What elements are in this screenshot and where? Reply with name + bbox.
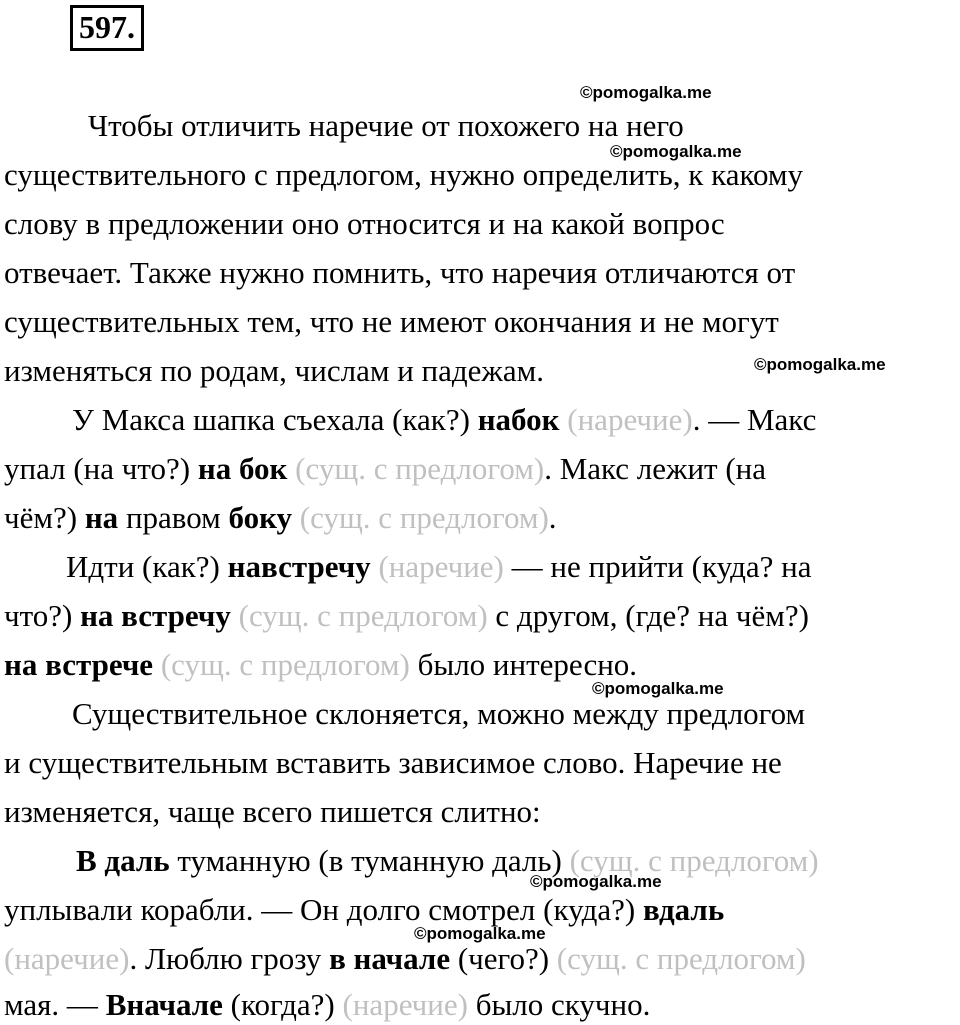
grammar-note: (наречие) bbox=[559, 402, 693, 437]
grammar-note: (сущ. с предлогом) bbox=[230, 598, 488, 633]
text: Идти (как?) bbox=[66, 549, 228, 584]
text-line: и существительным вставить зависимое слово. Наречие не bbox=[4, 745, 782, 780]
text: что?) bbox=[4, 598, 81, 633]
text-line: существительных тем, что не имеют окончания и не могут bbox=[4, 304, 779, 339]
text: У Макса шапка съехала (как?) bbox=[72, 402, 478, 437]
watermark: ©pomogalka.me bbox=[530, 872, 662, 891]
grammar-note: (сущ. с предлогом) bbox=[287, 451, 545, 486]
text: мая. — bbox=[4, 987, 106, 1022]
example-noun-phrase: на встречу bbox=[80, 598, 231, 633]
example-preposition: на bbox=[84, 500, 119, 535]
text-line: Чтобы отличить наречие от похожего на него bbox=[88, 108, 684, 143]
text: было интересно. bbox=[409, 647, 638, 682]
text-line bbox=[4, 449, 766, 489]
text-line bbox=[72, 400, 816, 440]
example-adverb: Вначале bbox=[105, 987, 223, 1022]
example-noun: боку bbox=[228, 500, 293, 535]
exercise-number: 597. bbox=[70, 5, 144, 51]
grammar-note: (сущ. с предлогом) bbox=[292, 500, 549, 535]
text: (когда?) bbox=[222, 987, 343, 1022]
text-line: изменяться по родам, числам и падежам. bbox=[4, 353, 544, 388]
watermark: ©pomogalka.me bbox=[414, 924, 546, 943]
text-line: отвечает. Также нужно помнить, что наречия отличаются от bbox=[4, 255, 796, 290]
text-line: Существительное склоняется, можно между предлогом bbox=[72, 696, 806, 731]
example-adverb: вдаль bbox=[643, 892, 725, 927]
text-line: слову в предложении оно относится и на какой вопрос bbox=[4, 206, 725, 241]
text-line bbox=[4, 498, 557, 538]
text: . — Макс bbox=[692, 402, 817, 437]
text-line: изменяется, чаще всего пишется слитно: bbox=[4, 794, 541, 829]
text-line bbox=[66, 547, 812, 587]
grammar-note: (наречие) bbox=[342, 987, 468, 1022]
text: — не прийти (куда? на bbox=[503, 549, 812, 584]
text-line bbox=[4, 985, 650, 1025]
text-line bbox=[4, 890, 724, 930]
text-line bbox=[4, 645, 637, 685]
text-line bbox=[4, 939, 806, 979]
text-line: существительного с предлогом, нужно определить, к какому bbox=[4, 157, 803, 192]
grammar-note: (наречие) bbox=[4, 941, 130, 976]
example-adverb: набок bbox=[477, 402, 560, 437]
text: . bbox=[548, 500, 557, 535]
text: туманную (в туманную даль) bbox=[169, 843, 570, 878]
text: упал (на что?) bbox=[4, 451, 198, 486]
text: уплывали корабли. — Он долго смотрел (куда?) bbox=[4, 892, 643, 927]
text: чём?) bbox=[4, 500, 85, 535]
grammar-note: (сущ. с предлогом) bbox=[153, 647, 410, 682]
watermark: ©pomogalka.me bbox=[592, 679, 724, 698]
watermark: ©pomogalka.me bbox=[754, 355, 886, 374]
text: правом bbox=[118, 500, 229, 535]
text: . Люблю грозу bbox=[129, 941, 330, 976]
text: было скучно. bbox=[467, 987, 651, 1022]
text: с другом, (где? на чём?) bbox=[487, 598, 809, 633]
watermark: ©pomogalka.me bbox=[610, 142, 742, 161]
example-adverb: навстречу bbox=[227, 549, 371, 584]
example-noun-phrase: В даль bbox=[76, 843, 170, 878]
example-noun-phrase: на встрече bbox=[4, 647, 154, 682]
grammar-note: (наречие) bbox=[370, 549, 504, 584]
text: . Макс лежит (на bbox=[544, 451, 767, 486]
grammar-note: (сущ. с предлогом) bbox=[556, 941, 806, 976]
grammar-note: (сущ. с предлогом) bbox=[569, 843, 819, 878]
example-noun-phrase: в начале bbox=[329, 941, 451, 976]
text-line bbox=[76, 841, 819, 881]
example-noun-phrase: на бок bbox=[197, 451, 288, 486]
text-line bbox=[4, 596, 809, 636]
watermark: ©pomogalka.me bbox=[580, 83, 712, 102]
text: (чего?) bbox=[450, 941, 557, 976]
